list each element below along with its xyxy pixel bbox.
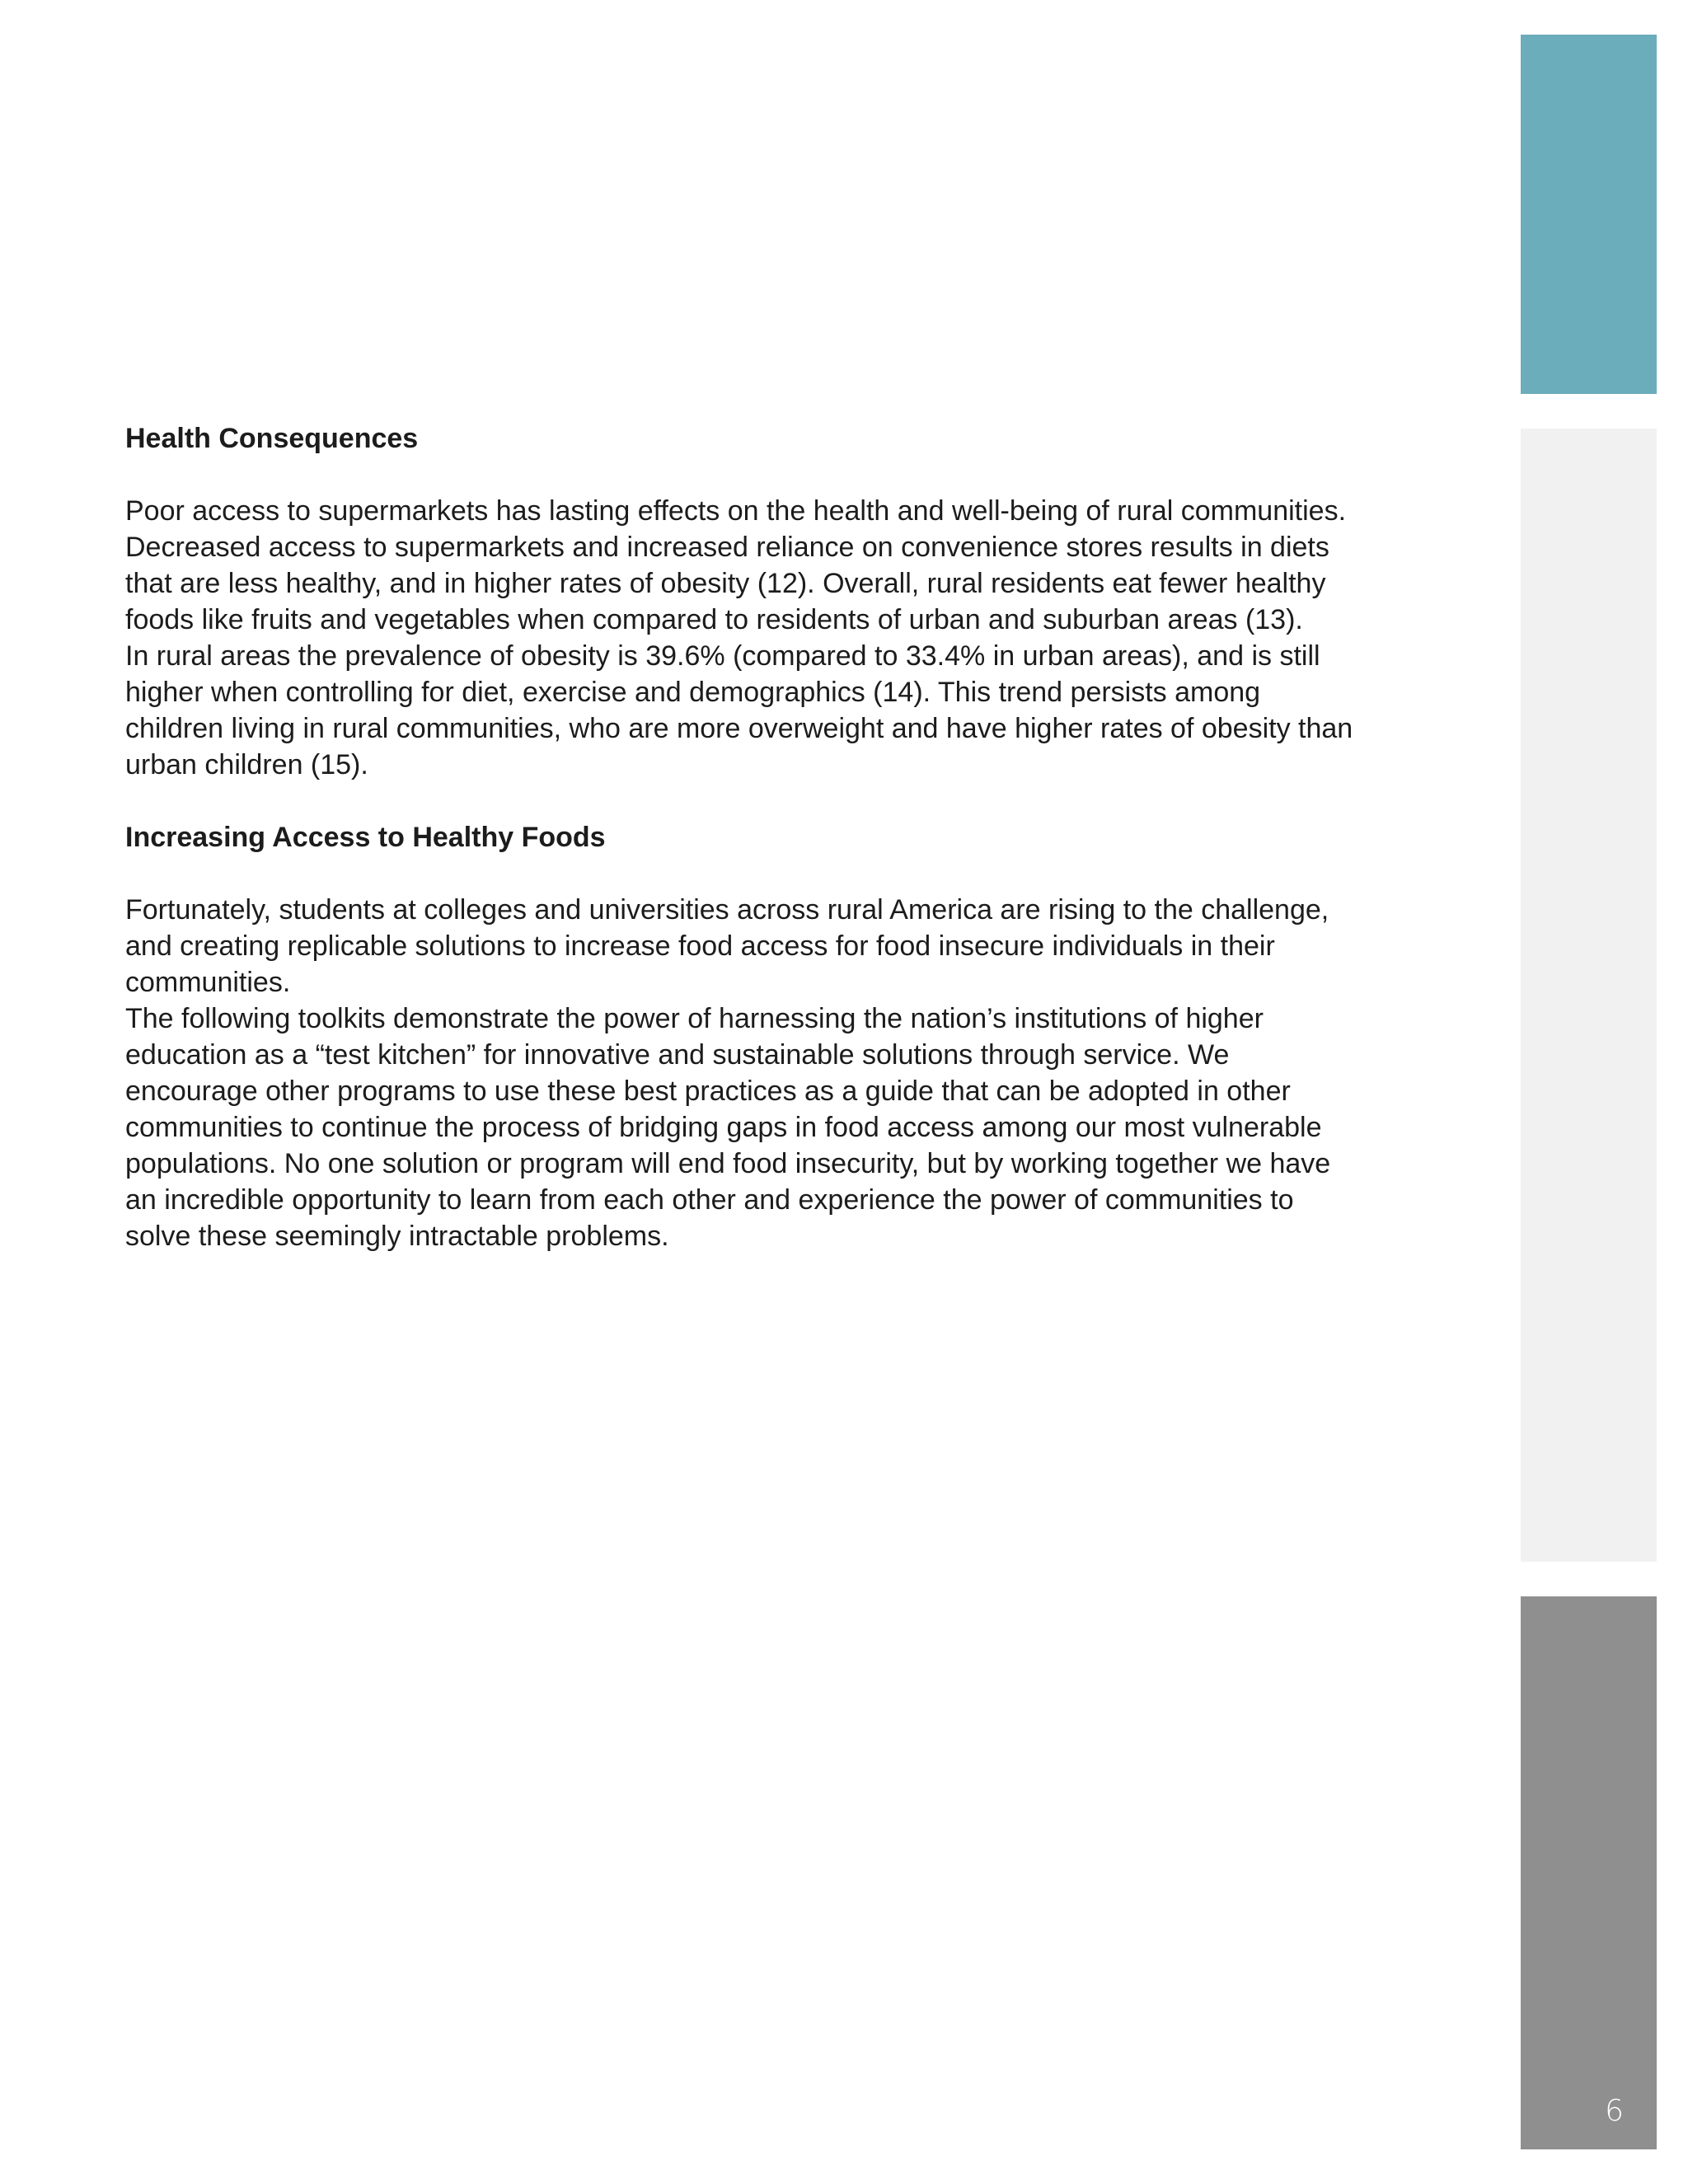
paragraph-health-2: In rural areas the prevalence of obesity is 39.6% (compared to 33.4% in urban areas), and is still higher when controlling for diet, exercise and demographics (14). This trend persists among children living in rural communities, who are more overweight and have higher rates of obesity than urban children (15).: [125, 640, 1353, 780]
paragraph-health-1: Poor access to supermarkets has lasting effects on the health and well-being of rural communities. Decreased access to supermarkets and increased reliance on convenience stores results in diets that are less healthy, and in higher rates of obesity (12). Overall, rural residents eat fewer healthy foods like fruits and vegetables when compared to residents of urban and suburban areas (13).: [125, 495, 1347, 635]
spacer: [125, 855, 1362, 892]
paragraph-access-2: The following toolkits demonstrate the power of harnessing the nation’s institutions of higher education as a “test kitchen” for innovative and sustainable solutions through service. We encourage other programs to use these best practices as a guide that can be adopted in other communities to continue the process of bridging gaps in food access among our most vulnerable populations. No one solution or program will end food insecurity, but by working together we have an incredible opportunity to learn from each other and experience the power of communities to solve these seemingly intractable problems.: [125, 1003, 1331, 1252]
spacer: [125, 457, 1362, 493]
sidebar-tab-gray: [1521, 1596, 1657, 2149]
section-heading-health-consequences: Health Consequences: [125, 423, 419, 454]
sidebar-tab-teal: [1521, 35, 1657, 394]
page-content: [125, 420, 1362, 1254]
paragraph-access-1: Fortunately, students at colleges and universities across rural America are rising to the challenge, and creating replicable solutions to increase food access for food insecure individuals in their communities.: [125, 894, 1329, 998]
spacer: [125, 783, 1362, 819]
section-heading-increasing-access: Increasing Access to Healthy Foods: [125, 822, 606, 853]
page-number: 6: [1605, 2094, 1624, 2128]
sidebar-tab-light: [1521, 429, 1657, 1562]
